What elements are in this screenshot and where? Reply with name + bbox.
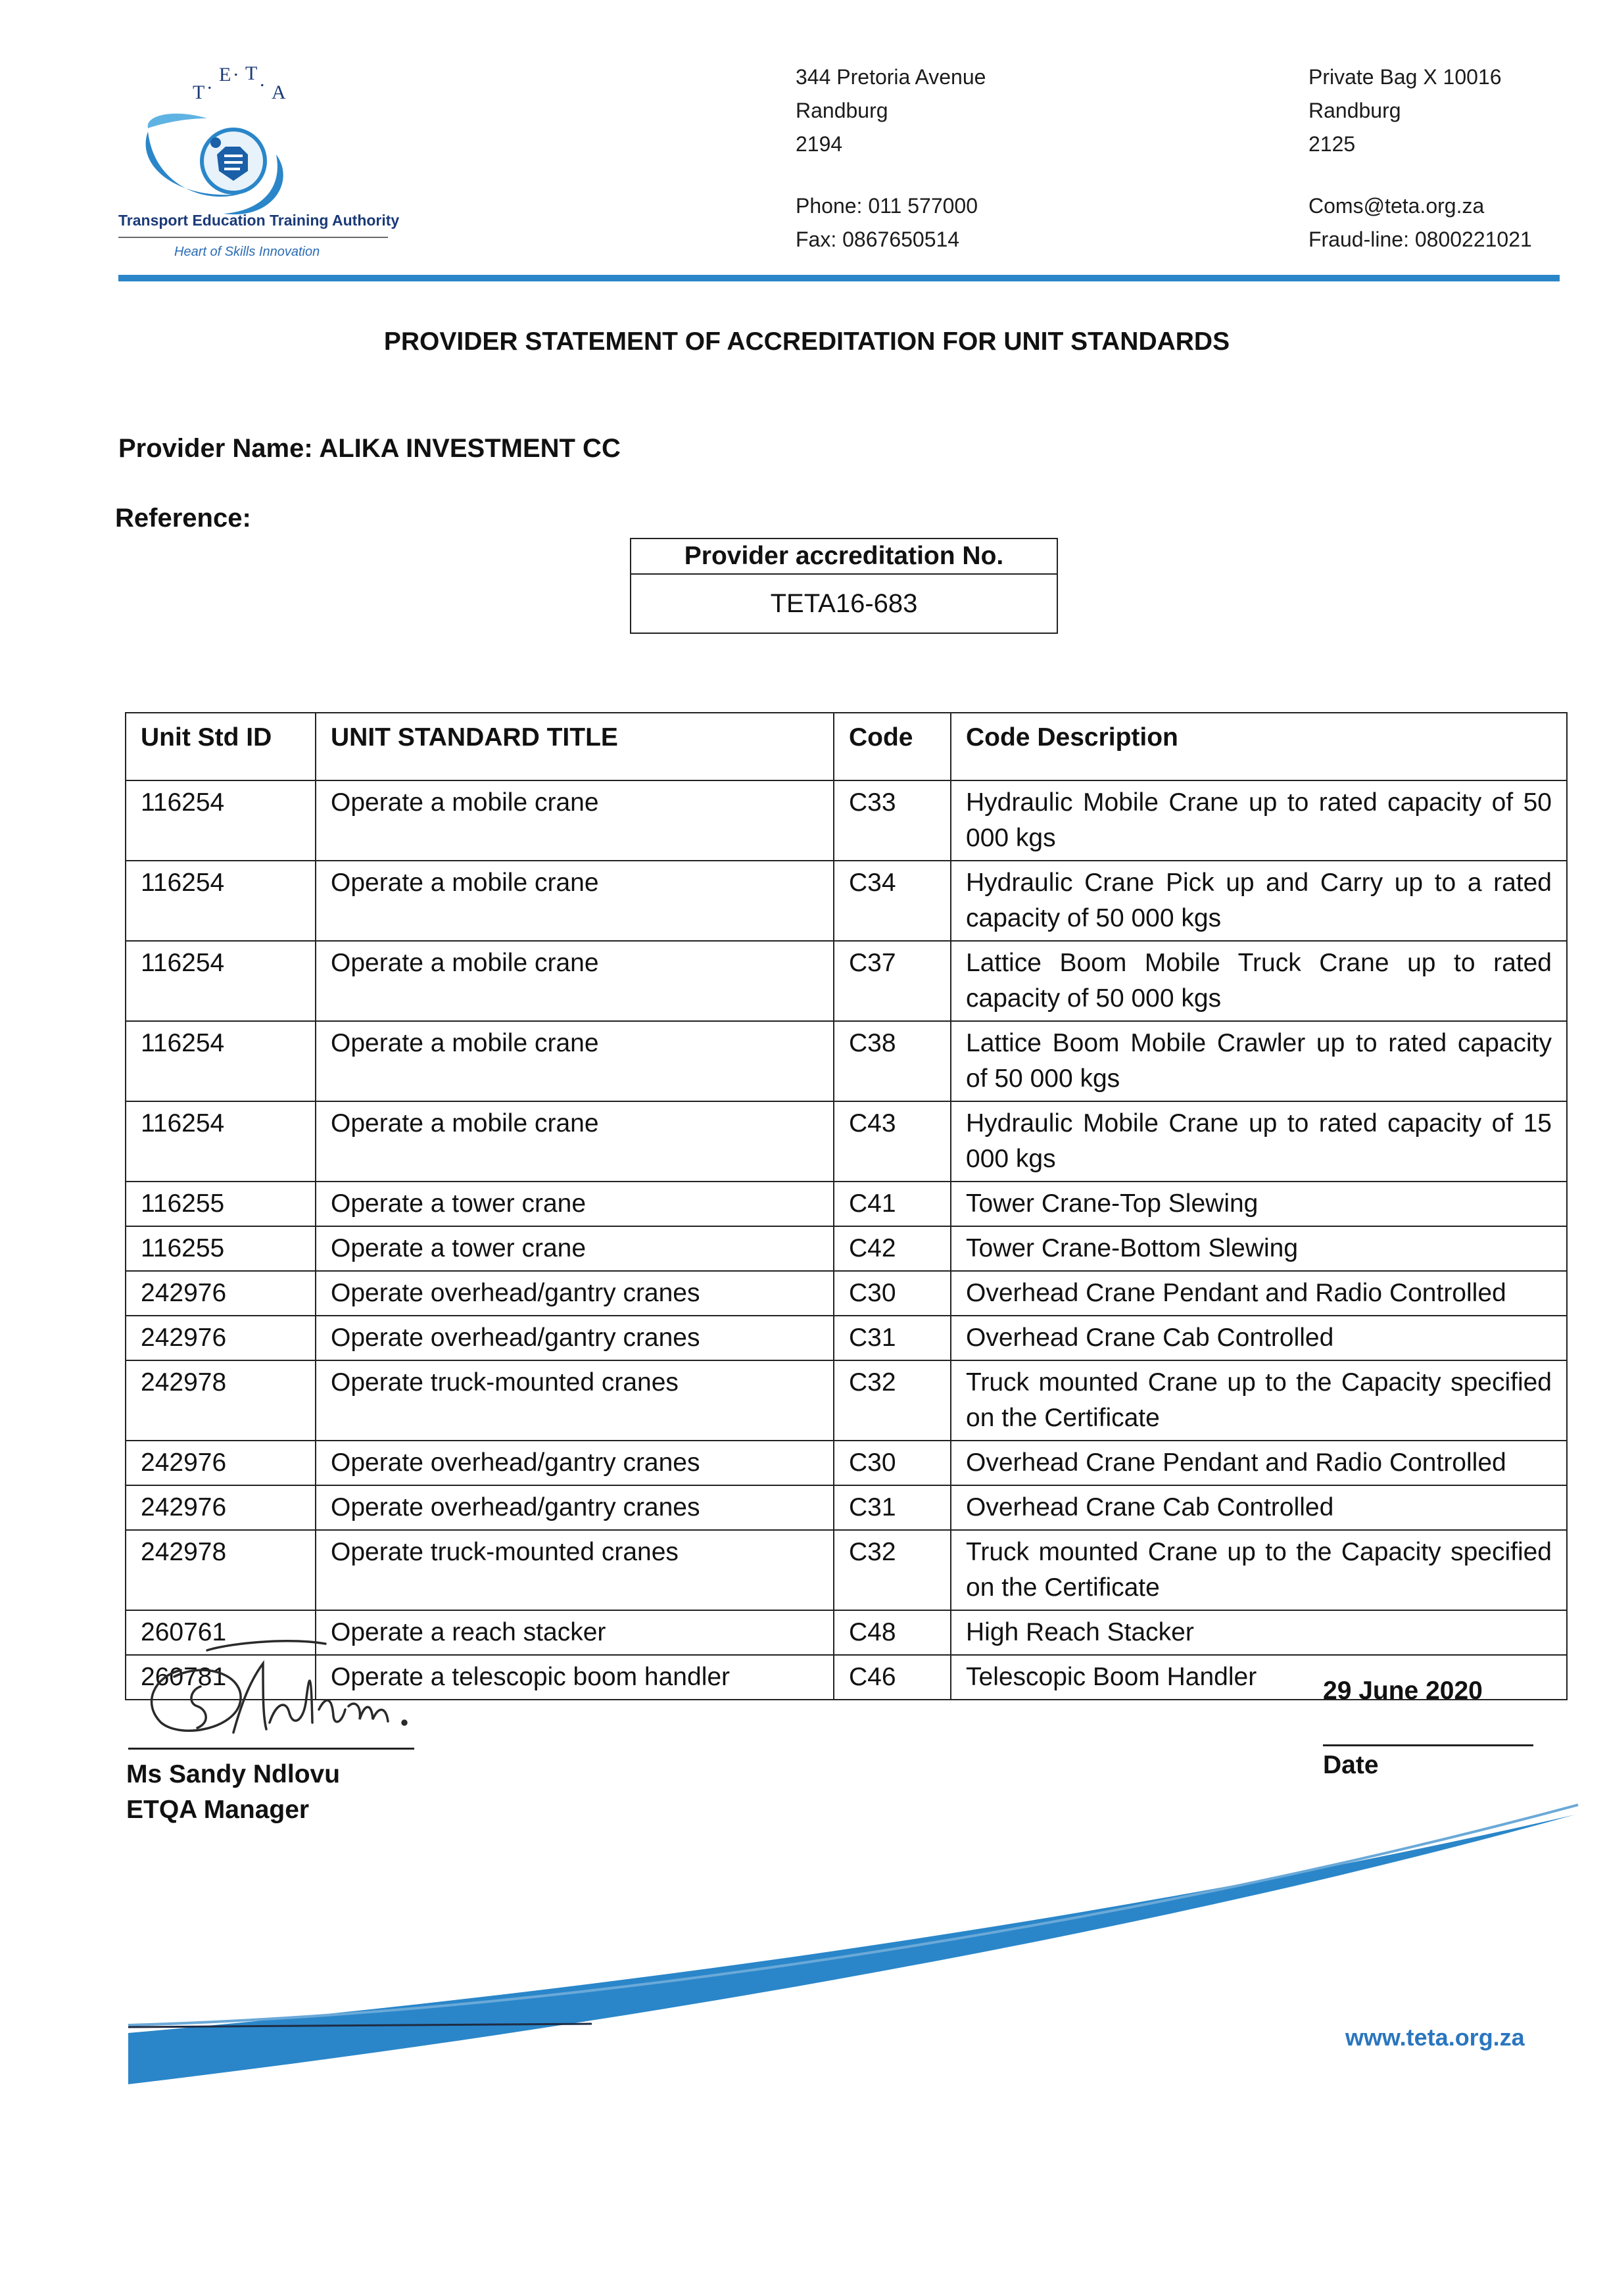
postal-line: Randburg: [1308, 99, 1401, 122]
cell-unit-id: 260761: [126, 1610, 316, 1655]
cell-code-description: Truck mounted Crane up to the Capacity specified on the Certificate: [951, 1530, 1567, 1610]
logo-letter: T: [193, 82, 205, 103]
signer-title: ETQA Manager: [126, 1796, 310, 1824]
provider-name-value: ALIKA INVESTMENT CC: [319, 434, 621, 463]
table-row: [126, 1021, 1567, 1101]
street-address: [796, 60, 986, 161]
provider-name-line: [118, 434, 621, 464]
teta-logo: [108, 62, 411, 273]
email-fraud-block: [1308, 189, 1532, 256]
unit-standards-table: [125, 712, 1568, 1700]
cell-unit-title: Operate overhead/gantry cranes: [316, 1441, 834, 1485]
column-header-code: Code: [834, 713, 951, 780]
cell-code: C34: [834, 861, 951, 941]
logo-letter: T: [245, 62, 258, 84]
header-divider: [118, 275, 1560, 281]
cell-code: C42: [834, 1226, 951, 1271]
logo-divider: [118, 237, 388, 238]
cell-code-description: Lattice Boom Mobile Crawler up to rated capacity of 50 000 kgs: [951, 1021, 1567, 1101]
footer-swoosh: [0, 1775, 1607, 2117]
website-link[interactable]: www.teta.org.za: [1345, 2024, 1525, 2051]
email-address: Coms@teta.org.za: [1308, 194, 1485, 218]
logo-letters: [193, 62, 286, 103]
cell-unit-title: Operate a mobile crane: [316, 1021, 834, 1101]
accreditation-number: TETA16-683: [770, 589, 918, 618]
table-header-row: [126, 713, 1567, 780]
cell-unit-id: 242976: [126, 1271, 316, 1316]
cell-code: C48: [834, 1610, 951, 1655]
cell-unit-title: Operate a mobile crane: [316, 780, 834, 861]
cell-unit-title: Operate a reach stacker: [316, 1610, 834, 1655]
cell-unit-id: 116255: [126, 1182, 316, 1226]
postal-line: 2125: [1308, 132, 1356, 156]
cell-code: C37: [834, 941, 951, 1021]
postal-address: [1308, 60, 1502, 161]
postal-line: Private Bag X 10016: [1308, 65, 1502, 89]
cell-unit-id: 242976: [126, 1485, 316, 1530]
date-label: Date: [1323, 1751, 1379, 1779]
cell-unit-title: Operate a telescopic boom handler: [316, 1655, 834, 1700]
table-row: [126, 1182, 1567, 1226]
logo-letter: E: [219, 64, 231, 85]
table-body: [126, 780, 1567, 1700]
table-row: [126, 1226, 1567, 1271]
table-row: [126, 780, 1567, 861]
cell-code-description: Overhead Crane Pendant and Radio Controlled: [951, 1271, 1567, 1316]
logo-letter: .: [260, 69, 265, 91]
handwritten-signature: [128, 1624, 457, 1752]
logo-organisation-name: Transport Education Training Authority: [118, 212, 400, 229]
cell-code: C32: [834, 1360, 951, 1441]
cell-code: C30: [834, 1441, 951, 1485]
signature-date: 29 June 2020: [1323, 1677, 1483, 1705]
document-title: PROVIDER STATEMENT OF ACCREDITATION FOR UNIT STANDARDS: [383, 327, 1230, 356]
table-row: [126, 1360, 1567, 1441]
cell-code-description: Lattice Boom Mobile Truck Crane up to rated capacity of 50 000 kgs: [951, 941, 1567, 1021]
column-header-unit-id: Unit Std ID: [126, 713, 316, 780]
cell-code-description: Overhead Crane Cab Controlled: [951, 1485, 1567, 1530]
cell-unit-title: Operate a mobile crane: [316, 861, 834, 941]
table-row: [126, 1101, 1567, 1182]
cell-code-description: Tower Crane-Top Slewing: [951, 1182, 1567, 1226]
cell-code: C31: [834, 1485, 951, 1530]
date-rule: [1323, 1744, 1533, 1746]
address-line: 344 Pretoria Avenue: [796, 65, 986, 89]
cell-unit-id: 116254: [126, 941, 316, 1021]
cell-code: C46: [834, 1655, 951, 1700]
cell-code: C41: [834, 1182, 951, 1226]
address-line: 2194: [796, 132, 843, 156]
cell-code: C38: [834, 1021, 951, 1101]
cell-unit-id: 242978: [126, 1530, 316, 1610]
cell-unit-title: Operate truck-mounted cranes: [316, 1360, 834, 1441]
cell-unit-title: Operate overhead/gantry cranes: [316, 1271, 834, 1316]
table-row: [126, 941, 1567, 1021]
cell-code-description: Hydraulic Crane Pick up and Carry up to a rated capacity of 50 000 kgs: [951, 861, 1567, 941]
cell-code-description: Truck mounted Crane up to the Capacity specified on the Certificate: [951, 1360, 1567, 1441]
logo-letter: A: [272, 82, 286, 103]
table-row: [126, 861, 1567, 941]
cell-code-description: Hydraulic Mobile Crane up to rated capacity of 15 000 kgs: [951, 1101, 1567, 1182]
logo-letter: .: [233, 62, 239, 80]
fax-number: Fax: 0867650514: [796, 227, 960, 251]
cell-unit-title: Operate a tower crane: [316, 1226, 834, 1271]
cell-code: C32: [834, 1530, 951, 1610]
reference-label: Reference:: [115, 504, 251, 533]
cell-code-description: Overhead Crane Pendant and Radio Controlled: [951, 1441, 1567, 1485]
table-row: [126, 1441, 1567, 1485]
cell-unit-id: 116254: [126, 861, 316, 941]
table-row: [126, 1485, 1567, 1530]
address-line: Randburg: [796, 99, 888, 122]
signature-rule: [128, 1748, 414, 1750]
cell-unit-id: 260781: [126, 1655, 316, 1700]
column-header-title: UNIT STANDARD TITLE: [316, 713, 834, 780]
accreditation-header: Provider accreditation No.: [631, 539, 1057, 575]
cell-unit-title: Operate a tower crane: [316, 1182, 834, 1226]
table-row: [126, 1530, 1567, 1610]
table-row: [126, 1316, 1567, 1360]
logo-letter: .: [207, 72, 212, 93]
cell-code: C33: [834, 780, 951, 861]
cell-unit-title: Operate a mobile crane: [316, 1101, 834, 1182]
cell-unit-id: 116255: [126, 1226, 316, 1271]
table-row: [126, 1271, 1567, 1316]
cell-code-description: Overhead Crane Cab Controlled: [951, 1316, 1567, 1360]
cell-unit-title: Operate overhead/gantry cranes: [316, 1316, 834, 1360]
logo-tagline: Heart of Skills Innovation: [174, 245, 320, 259]
cell-code: C31: [834, 1316, 951, 1360]
cell-code: C30: [834, 1271, 951, 1316]
accreditation-box: [630, 538, 1058, 634]
fraud-line: Fraud-line: 0800221021: [1308, 227, 1532, 251]
cell-code-description: Tower Crane-Bottom Slewing: [951, 1226, 1567, 1271]
cell-unit-id: 242976: [126, 1441, 316, 1485]
cell-unit-title: Operate overhead/gantry cranes: [316, 1485, 834, 1530]
cell-unit-id: 116254: [126, 780, 316, 861]
column-header-description: Code Description: [951, 713, 1567, 780]
cell-code: C43: [834, 1101, 951, 1182]
cell-unit-title: Operate truck-mounted cranes: [316, 1530, 834, 1610]
cell-unit-id: 242978: [126, 1360, 316, 1441]
phone-number: Phone: 011 577000: [796, 194, 978, 218]
provider-name-label: Provider Name:: [118, 434, 313, 463]
cell-unit-title: Operate a mobile crane: [316, 941, 834, 1021]
phone-fax-block: [796, 189, 978, 256]
signer-name: Ms Sandy Ndlovu: [126, 1760, 341, 1788]
cell-unit-id: 116254: [126, 1101, 316, 1182]
cell-code-description: Telescopic Boom Handler: [951, 1655, 1567, 1700]
cell-unit-id: 116254: [126, 1021, 316, 1101]
cell-code-description: High Reach Stacker: [951, 1610, 1567, 1655]
cell-unit-id: 242976: [126, 1316, 316, 1360]
cell-code-description: Hydraulic Mobile Crane up to rated capacity of 50 000 kgs: [951, 780, 1567, 861]
